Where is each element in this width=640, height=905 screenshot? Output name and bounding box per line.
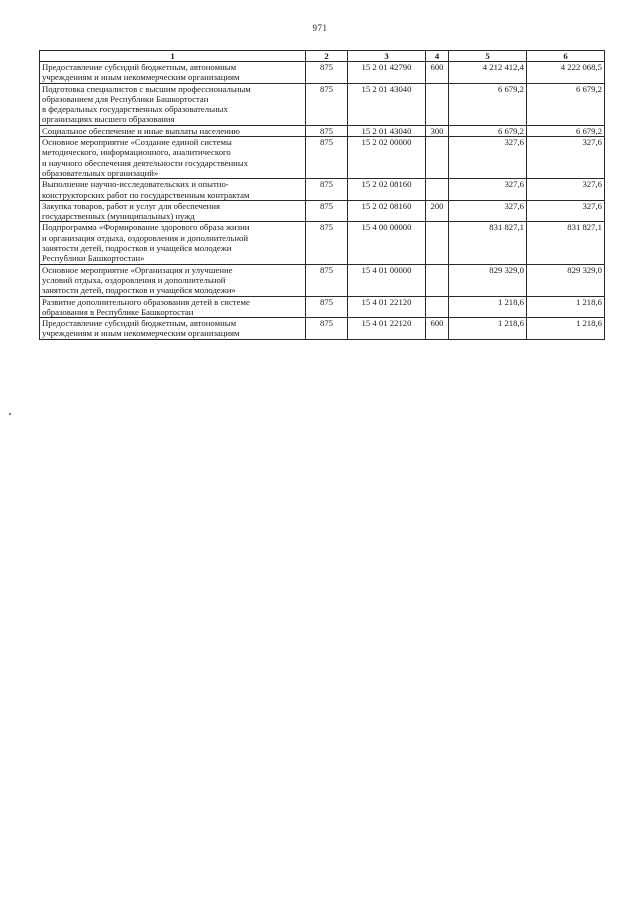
- table-row: [40, 222, 605, 264]
- row-amount-2-text: 4 222 068,5: [560, 62, 602, 72]
- row-department-code-text: 875: [319, 222, 334, 233]
- row-expense-type: [426, 83, 449, 125]
- row-name: [40, 200, 306, 222]
- row-target-article: [348, 179, 426, 201]
- row-target-article: [348, 125, 426, 136]
- row-amount-1: [449, 222, 527, 264]
- row-department-code-text: 875: [319, 264, 334, 275]
- header-col-5: 5: [449, 51, 527, 62]
- row-amount-1: [449, 318, 527, 340]
- row-department-code: [306, 318, 348, 340]
- row-target-article-text: 15 2 01 43040: [361, 83, 412, 94]
- row-target-article-text: 15 4 01 22120: [361, 318, 412, 329]
- header-col-2: 2: [306, 51, 348, 62]
- row-amount-1-text: 4 212 412,4: [482, 62, 524, 72]
- row-amount-2: [527, 264, 605, 296]
- row-name-text: Закупка товаров, работ и услуг для обеспечения государственных (муниципальных) нужд: [42, 200, 220, 222]
- row-amount-2: [527, 83, 605, 125]
- row-name-text: Социальное обеспечение и иные выплаты населению: [42, 125, 240, 136]
- row-amount-2: [527, 222, 605, 264]
- table-body: [40, 62, 605, 340]
- row-expense-type: [426, 62, 449, 84]
- row-target-article: [348, 296, 426, 318]
- row-amount-1-text: 327,6: [504, 179, 524, 190]
- page-number: 971: [312, 23, 328, 33]
- row-amount-2: [527, 318, 605, 340]
- budget-table: [39, 50, 605, 340]
- row-department-code: [306, 125, 348, 136]
- row-expense-type-text: 200: [430, 200, 444, 211]
- header-row: [40, 51, 605, 62]
- row-amount-2: [527, 179, 605, 201]
- table-row: [40, 179, 605, 201]
- row-target-article-text: 15 2 02 08160: [361, 200, 412, 211]
- row-amount-1-text: 831 827,1: [489, 222, 524, 233]
- row-amount-2: [527, 62, 605, 84]
- row-amount-1-text: 1 218,6: [497, 318, 524, 329]
- table-row: [40, 137, 605, 179]
- row-amount-1: [449, 125, 527, 136]
- row-department-code-text: 875: [319, 137, 334, 148]
- row-department-code: [306, 222, 348, 264]
- row-target-article-text: 15 2 02 00000: [361, 137, 412, 148]
- row-expense-type-text: 600: [430, 62, 444, 72]
- header-col-3: 3: [348, 51, 426, 62]
- row-name-text: Основное мероприятие «Создание единой системы методического, информационного, аналитического и научного обеспечения деятельности государственных образовательных организаций»: [42, 137, 249, 178]
- row-target-article-text: 15 4 01 22120: [361, 296, 412, 307]
- row-amount-1: [449, 296, 527, 318]
- row-amount-1: [449, 264, 527, 296]
- row-target-article: [348, 137, 426, 179]
- row-department-code-text: 875: [319, 125, 334, 136]
- row-target-article-text: 15 2 01 42790: [361, 62, 412, 72]
- row-department-code-text: 875: [319, 83, 334, 94]
- row-name: [40, 222, 306, 264]
- row-department-code: [306, 83, 348, 125]
- row-amount-2-text: 327,6: [582, 137, 602, 148]
- row-amount-2-text: 327,6: [582, 200, 602, 211]
- scan-speck: [9, 413, 11, 415]
- row-amount-1: [449, 83, 527, 125]
- table-row: [40, 318, 605, 340]
- row-target-article: [348, 264, 426, 296]
- row-amount-2: [527, 200, 605, 222]
- row-amount-1-text: 327,6: [504, 200, 524, 211]
- row-target-article-text: 15 4 01 00000: [361, 264, 412, 275]
- table-header: [40, 51, 605, 62]
- row-name: [40, 83, 306, 125]
- row-name: [40, 125, 306, 136]
- row-name: [40, 296, 306, 318]
- row-department-code-text: 875: [319, 318, 334, 329]
- row-target-article: [348, 200, 426, 222]
- row-amount-2-text: 1 218,6: [575, 318, 602, 329]
- row-department-code-text: 875: [319, 296, 334, 307]
- row-name: [40, 179, 306, 201]
- table-row: [40, 264, 605, 296]
- row-target-article-text: 15 4 00 00000: [361, 222, 412, 233]
- row-department-code: [306, 179, 348, 201]
- row-name-text: Выполнение научно-исследовательских и опытно- конструкторских работ по государственным контрактам: [42, 179, 250, 200]
- row-target-article-text: 15 2 02 08160: [361, 179, 412, 190]
- row-name: [40, 318, 306, 340]
- row-name-text: Основное мероприятие «Организация и улучшение условий отдыха, оздоровления и дополнительной занятости детей, подростков и учащейся молодежи»: [42, 264, 236, 296]
- row-name: [40, 62, 306, 84]
- row-name: [40, 264, 306, 296]
- row-amount-2-text: 6 679,2: [575, 83, 602, 94]
- row-amount-2-text: 829 329,0: [567, 264, 602, 275]
- row-name-text: Предоставление субсидий бюджетным, автономным учреждениям и иным некоммерческим организациям: [42, 62, 240, 83]
- row-department-code-text: 875: [319, 62, 334, 72]
- row-amount-2-text: 831 827,1: [567, 222, 602, 233]
- header-col-4: 4: [426, 51, 449, 62]
- row-amount-1: [449, 179, 527, 201]
- row-target-article: [348, 62, 426, 84]
- row-department-code: [306, 137, 348, 179]
- table-row: [40, 200, 605, 222]
- table-row: [40, 83, 605, 125]
- header-col-6: 6: [527, 51, 605, 62]
- row-department-code: [306, 62, 348, 84]
- row-name: [40, 137, 306, 179]
- row-amount-1: [449, 62, 527, 84]
- table-row: [40, 62, 605, 84]
- table-row: [40, 296, 605, 318]
- row-department-code: [306, 264, 348, 296]
- row-amount-1-text: 829 329,0: [489, 264, 524, 275]
- row-amount-2: [527, 296, 605, 318]
- row-department-code: [306, 200, 348, 222]
- row-amount-1-text: 1 218,6: [497, 296, 524, 307]
- header-col-1: 1: [40, 51, 306, 62]
- row-department-code-text: 875: [319, 200, 334, 211]
- row-expense-type: [426, 137, 449, 179]
- row-expense-type: [426, 296, 449, 318]
- row-amount-2-text: 6 679,2: [575, 125, 602, 136]
- row-expense-type-text: 300: [430, 125, 444, 136]
- row-amount-2: [527, 137, 605, 179]
- row-expense-type: [426, 318, 449, 340]
- row-name-text: Подготовка специалистов с высшим профессиональным образованием для Республики Башкортостан в федеральных государственных образовательных организациях высшего образования: [42, 83, 251, 125]
- row-name-text: Развитие дополнительного образования детей в системе образования в Республике Башкортостан: [42, 296, 250, 317]
- row-department-code: [306, 296, 348, 318]
- row-expense-type: [426, 125, 449, 136]
- row-amount-1-text: 327,6: [504, 137, 524, 148]
- row-target-article: [348, 222, 426, 264]
- row-expense-type: [426, 222, 449, 264]
- row-amount-2-text: 327,6: [582, 179, 602, 190]
- row-target-article: [348, 318, 426, 340]
- row-amount-1: [449, 200, 527, 222]
- row-amount-1: [449, 137, 527, 179]
- row-name-text: Подпрограмма «Формирование здорового образа жизни и организация отдыха, оздоровления и дополнительной занятости детей, подростков и учащейся молодежи Республики Башкортостан»: [42, 222, 250, 264]
- row-department-code-text: 875: [319, 179, 334, 190]
- row-amount-1-text: 6 679,2: [497, 83, 524, 94]
- table-row: [40, 125, 605, 136]
- row-target-article-text: 15 2 01 43040: [361, 125, 412, 136]
- row-name-text: Предоставление субсидий бюджетным, автономным учреждениям и иным некоммерческим организациям: [42, 318, 240, 339]
- row-expense-type-text: 600: [430, 318, 444, 329]
- row-amount-2: [527, 125, 605, 136]
- row-amount-1-text: 6 679,2: [497, 125, 524, 136]
- row-amount-2-text: 1 218,6: [575, 296, 602, 307]
- row-target-article: [348, 83, 426, 125]
- row-expense-type: [426, 264, 449, 296]
- row-expense-type: [426, 179, 449, 201]
- row-expense-type: [426, 200, 449, 222]
